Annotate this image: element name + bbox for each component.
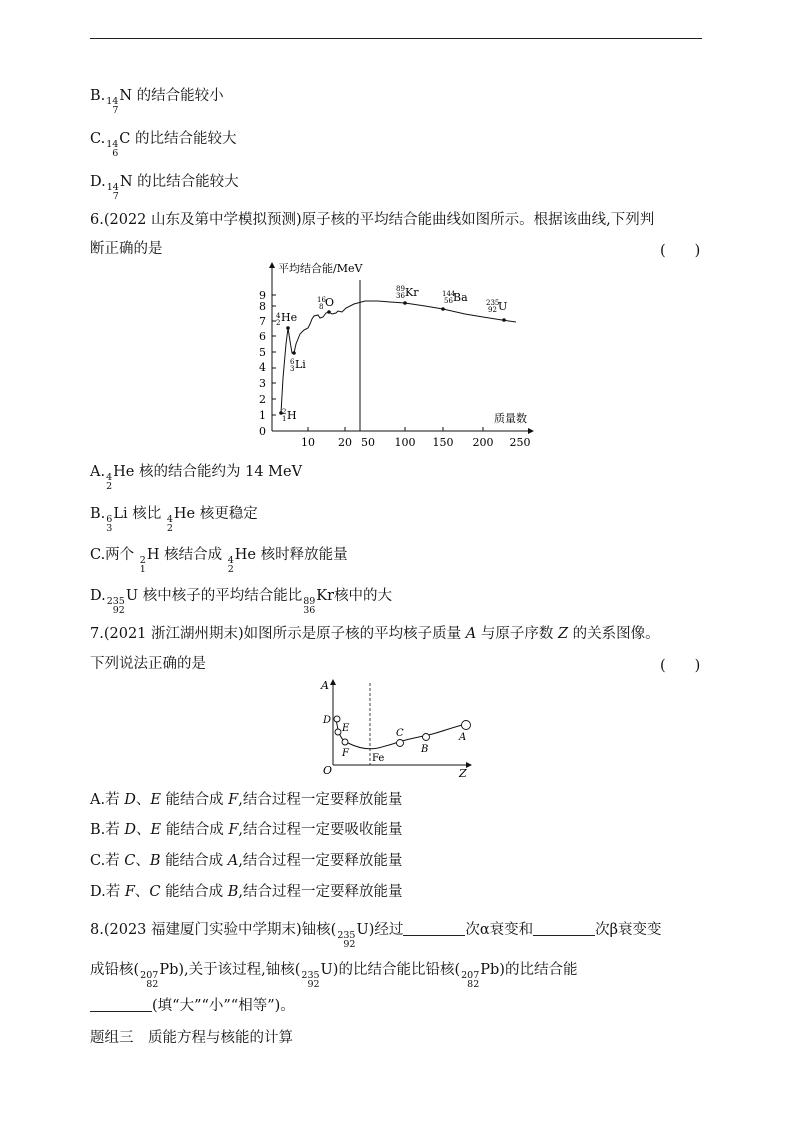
svg-text:1: 1: [282, 415, 287, 423]
axis-y-label: A: [321, 679, 329, 692]
answer-blank-alpha[interactable]: [403, 921, 465, 936]
svg-text:36: 36: [396, 292, 405, 300]
svg-text:2: 2: [282, 408, 287, 416]
fe-label: Fe: [372, 753, 385, 764]
label-kr89: [396, 285, 419, 300]
q7-option-b: B.若 D、E 能结合成 F,结合过程一定要吸收能量: [90, 822, 403, 838]
nuclide-n14: 14 7: [106, 182, 119, 202]
y-tick: 8: [259, 300, 266, 313]
svg-text:E: E: [342, 723, 350, 734]
y-tick: 3: [259, 377, 266, 390]
x-tick: 250: [509, 436, 531, 449]
svg-text:F: F: [342, 748, 349, 759]
svg-text:H: H: [287, 409, 297, 422]
x-tick: 20: [338, 436, 352, 449]
q7-option-a: A.若 D、E 能结合成 F,结合过程一定要释放能量: [90, 792, 403, 808]
x-tick: 100: [394, 436, 416, 449]
y-tick: 2: [259, 393, 266, 406]
point-a: [462, 721, 471, 730]
svg-text:A: A: [459, 732, 467, 743]
svg-text:He: He: [281, 311, 298, 324]
y-axis-label: 平均结合能/MeV: [278, 262, 363, 275]
label-li6: [290, 358, 306, 373]
svg-text:92: 92: [488, 306, 497, 314]
section-heading: 题组三 质能方程与核能的计算: [90, 1030, 293, 1046]
q7-nucleon-mass-figure: [318, 677, 478, 779]
answer-blank-beta[interactable]: [533, 921, 595, 936]
svg-text:56: 56: [444, 297, 453, 305]
svg-text:235: 235: [486, 299, 500, 307]
nuclide-n14: 14 7: [106, 96, 119, 116]
label-ba144: [442, 290, 468, 305]
q6-option-a: A. 4 2 He 核的结合能约为 14 MeV: [90, 464, 303, 492]
svg-text:O: O: [325, 296, 335, 309]
svg-text:C: C: [396, 728, 404, 739]
q8-line3: (填“大”“小”“相等”)。: [90, 996, 295, 1016]
q6-stem-line1: 6.(2022 山东及第中学模拟预测)原子核的平均结合能曲线如图所示。根据该曲线,下列判: [90, 212, 655, 228]
svg-text:2: 2: [276, 319, 281, 327]
svg-text:4: 4: [276, 312, 281, 320]
point-d: [334, 716, 340, 722]
svg-text:3: 3: [290, 365, 295, 373]
point-b: [423, 734, 430, 741]
x-tick: 200: [472, 436, 494, 449]
svg-text:D: D: [323, 715, 332, 726]
svg-text:B: B: [421, 744, 429, 755]
svg-text:Li: Li: [295, 358, 306, 371]
q7-answer-paren: ( ): [660, 658, 701, 674]
label-u235: [486, 299, 507, 314]
q8-line1: 8.(2023 福建厦门实验中学期末)铀核( 235 92 U)经过 次α衰变和 次β衰变变: [90, 922, 662, 950]
q7-option-c: C.若 C、B 能结合成 A,结合过程一定要释放能量: [90, 853, 403, 869]
svg-text:16: 16: [317, 296, 326, 304]
q6-option-b: B. 6 3 Li 核比 4 2 He 核更稳定: [90, 506, 258, 534]
label-he4: [276, 311, 297, 327]
point-e: [335, 729, 341, 735]
svg-text:Kr: Kr: [405, 286, 419, 299]
x-axis-label: 质量数: [494, 412, 527, 425]
q7-option-d: D.若 F、C 能结合成 B,结合过程一定要释放能量: [90, 884, 403, 900]
q8-line2: 成铅核( 207 82 Pb),关于该过程,铀核( 235 92 U)的比结合能比铅核( 207 82 Pb)的比结合能: [90, 962, 578, 990]
y-tick: 1: [259, 409, 266, 422]
y-tick: 5: [259, 346, 266, 359]
label-o16: [317, 296, 334, 311]
axis-x-label: Z: [459, 767, 467, 779]
svg-text:144: 144: [442, 290, 456, 298]
y-tick: 0: [259, 425, 266, 438]
option-prev-c: C. 14 6 C 的比结合能较大: [90, 131, 237, 159]
binding-energy-curve: [281, 301, 516, 413]
point-c: [397, 740, 404, 747]
origin-label: O: [323, 764, 333, 777]
header-rule: [90, 38, 702, 39]
q6-option-c: C.两个 2 1 H 核结合成 4 2 He 核时释放能量: [90, 547, 348, 575]
q6-option-d: D. 235 92 U 核中核子的平均结合能比 89 36 Kr核中的大: [90, 588, 393, 616]
y-tick: 9: [259, 289, 266, 302]
q7-stem-line1: 7.(2021 浙江湖州期末)如图所示是原子核的平均核子质量 A 与原子序数 Z 的关系图像。: [90, 626, 660, 642]
svg-text:8: 8: [319, 303, 324, 311]
svg-text:U: U: [498, 300, 508, 313]
q6-stem-line2: 断正确的是: [90, 241, 163, 257]
answer-blank-compare[interactable]: [90, 997, 152, 1012]
svg-text:6: 6: [290, 358, 295, 366]
option-prev-b: B. 14 7 N 的结合能较小: [90, 88, 224, 116]
q6-answer-paren: ( ): [660, 243, 701, 259]
label-h2: [282, 408, 297, 423]
point-f: [342, 739, 348, 745]
y-tick: 4: [259, 361, 266, 374]
q6-binding-energy-figure: [250, 258, 540, 458]
y-tick: 6: [259, 330, 266, 343]
x-tick: 150: [432, 436, 454, 449]
option-prev-d: D. 14 7 N 的比结合能较大: [90, 174, 239, 202]
x-tick: 10: [301, 436, 315, 449]
svg-text:89: 89: [396, 285, 405, 293]
q7-stem-line2: 下列说法正确的是: [90, 656, 206, 672]
nuclide-c14: 14 6: [106, 139, 119, 159]
y-tick: 7: [259, 315, 266, 328]
x-tick: 50: [361, 436, 375, 449]
svg-text:Ba: Ba: [453, 291, 468, 304]
